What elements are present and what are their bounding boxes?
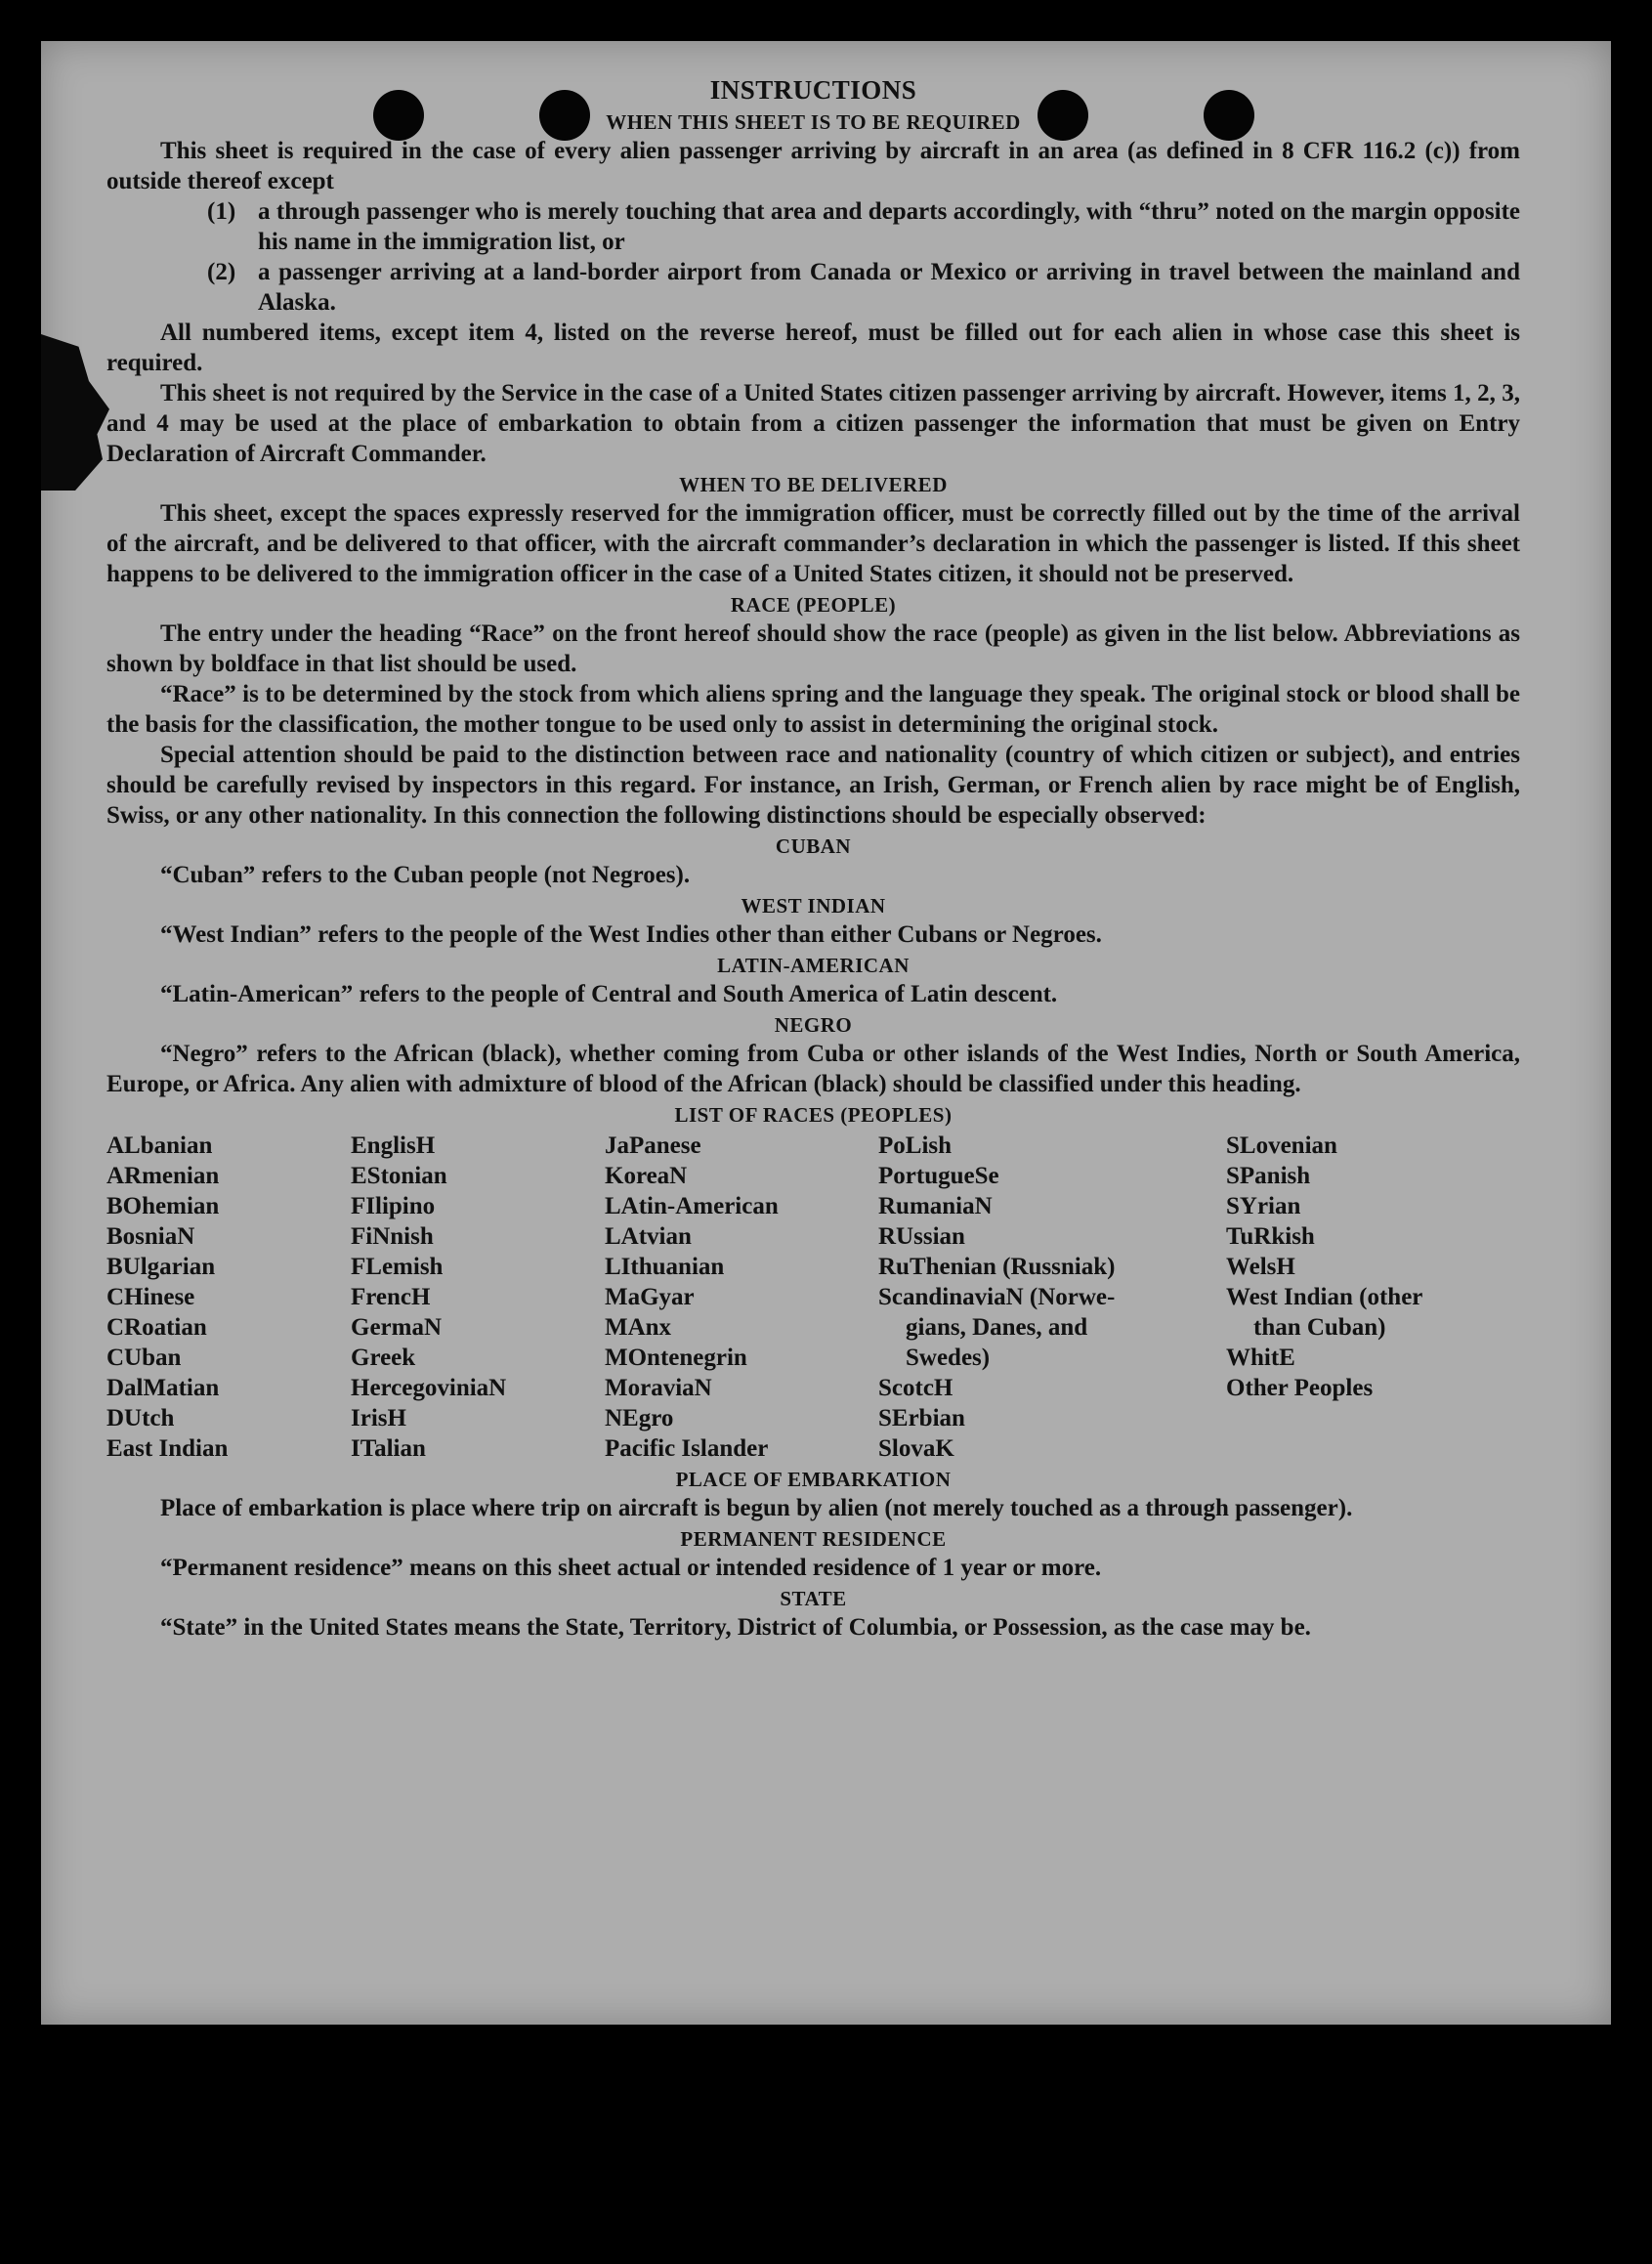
race-entry: SLovenian (1226, 1132, 1337, 1159)
race-entry: EnglisH (351, 1132, 436, 1159)
race-entry: TuRkish (1226, 1223, 1315, 1250)
race-entry: GermaN (351, 1314, 443, 1341)
paragraph: The entry under the heading “Race” on the front hereof should show the race (people) as given in the list below. Abbreviations as shown by boldface in that list should be used. (106, 620, 1520, 677)
race-column (351, 1131, 605, 1464)
item-number: (1) (207, 198, 236, 225)
list-item (106, 196, 1520, 257)
race-entry: ARmenian (106, 1163, 220, 1189)
paragraph: “Latin-American” refers to the people of Central and South America of Latin descent. (160, 981, 1058, 1007)
paragraph: This sheet is not required by the Service in the case of a United States citizen passenger arriving by aircraft. However, items 1, 2, 3, and 4 may be used at the place of embarkation to obtain from a citizen passenger the information that must be given on Entry Declaration of Aircraft Commander. (106, 380, 1520, 467)
page-title: INSTRUCTIONS (709, 75, 917, 105)
race-entry: LAtin-American (605, 1193, 779, 1219)
paragraph: “Permanent residence” means on this sheet actual or intended residence of 1 year or more. (160, 1555, 1102, 1581)
race-entry: SlovaK (878, 1435, 954, 1462)
race-column (605, 1131, 878, 1464)
section-heading-list-of-races: LIST OF RACES (PEOPLES) (674, 1103, 953, 1127)
race-entry: RuThenian (Russniak) (878, 1254, 1116, 1280)
race-entry: LAtvian (605, 1223, 692, 1250)
race-entry: FLemish (351, 1254, 444, 1280)
race-entry: ScandinaviaN (Norwe- (878, 1284, 1116, 1310)
race-column (106, 1131, 351, 1464)
race-entry: KoreaN (605, 1163, 688, 1189)
race-entry: SErbian (878, 1405, 965, 1431)
race-entry: gians, Danes, and (906, 1314, 1088, 1341)
race-entry: DalMatian (106, 1375, 220, 1401)
race-entry: PortugueSe (878, 1163, 999, 1189)
race-entry: SPanish (1226, 1163, 1311, 1189)
race-entry: West Indian (other (1226, 1284, 1423, 1310)
paragraph: “Negro” refers to the African (black), whether coming from Cuba or other islands of the West Indies, North or South America, Europe, or Africa. Any alien with admixture of blood of the African (black) should be classified under this heading. (106, 1041, 1520, 1097)
race-entry: IrisH (351, 1405, 406, 1431)
race-entry: SYrian (1226, 1193, 1301, 1219)
race-entry: Swedes) (906, 1345, 991, 1371)
race-list (106, 1131, 1520, 1464)
item-text: a through passenger who is merely touching that area and departs accordingly, with “thru” noted on the margin opposite his name in the immigration list, or (258, 198, 1520, 255)
item-number: (2) (207, 259, 236, 285)
paragraph: “West Indian” refers to the people of the West Indies other than either Cubans or Negroes. (160, 921, 1102, 948)
race-column (1226, 1131, 1520, 1464)
section-heading-permanent-residence: PERMANENT RESIDENCE (680, 1527, 947, 1551)
race-entry: RumaniaN (878, 1193, 993, 1219)
race-entry: BosniaN (106, 1223, 195, 1250)
section-heading-negro: NEGRO (774, 1013, 853, 1037)
paragraph: This sheet is required in the case of every alien passenger arriving by aircraft in an area (as defined in 8 CFR 116.2 (c)) from outside thereof except (106, 138, 1520, 194)
race-entry: FIlipino (351, 1193, 436, 1219)
race-entry: PoLish (878, 1132, 953, 1159)
section-heading-state: STATE (780, 1587, 847, 1610)
race-entry: HercegoviniaN (351, 1375, 507, 1401)
race-entry: FrencH (351, 1284, 431, 1310)
paragraph: This sheet, except the spaces expressly reserved for the immigration officer, must be correctly filled out by the time of the arrival of the aircraft, and be delivered to that officer, with the aircraft commander’s declaration in which the passenger is listed. If this sheet happens to be delivered to the immigration officer in the case of a United States citizen, it should not be preserved. (106, 500, 1520, 587)
race-entry: MaGyar (605, 1284, 695, 1310)
race-entry: CUban (106, 1345, 182, 1371)
race-entry: Other Peoples (1226, 1375, 1374, 1401)
race-entry: CRoatian (106, 1314, 207, 1341)
race-entry: JaPanese (605, 1132, 701, 1159)
race-entry: RUssian (878, 1223, 965, 1250)
race-entry: MOntenegrin (605, 1345, 747, 1371)
instructions-body (106, 74, 1520, 1643)
item-text: a passenger arriving at a land-border airport from Canada or Mexico or arriving in travel between the mainland and Alaska. (258, 259, 1520, 316)
paragraph: “State” in the United States means the State, Territory, District of Columbia, or Possession, as the case may be. (160, 1614, 1311, 1641)
section-heading-cuban: CUBAN (775, 834, 852, 858)
race-entry: WhitE (1226, 1345, 1295, 1371)
paragraph: “Cuban” refers to the Cuban people (not Negroes). (160, 862, 691, 888)
list-item (106, 257, 1520, 318)
race-entry: East Indian (106, 1435, 229, 1462)
race-entry: than Cuban) (1253, 1314, 1386, 1341)
section-heading-when-required: WHEN THIS SHEET IS TO BE REQUIRED (606, 110, 1021, 134)
race-entry: WelsH (1226, 1254, 1295, 1280)
paragraph: Place of embarkation is place where trip on aircraft is begun by alien (not merely touched as a through passenger). (160, 1495, 1353, 1521)
race-entry: DUtch (106, 1405, 175, 1431)
race-entry: EStonian (351, 1163, 447, 1189)
paragraph: All numbered items, except item 4, listed on the reverse hereof, must be filled out for each alien in whose case this sheet is required. (106, 320, 1520, 376)
paragraph: “Race” is to be determined by the stock from which aliens spring and the language they speak. The original stock or blood shall be the basis for the classification, the mother tongue to be used only to assist in determining the original stock. (106, 681, 1520, 738)
race-entry: LIthuanian (605, 1254, 725, 1280)
race-entry: MoraviaN (605, 1375, 712, 1401)
section-heading-west-indian: WEST INDIAN (741, 894, 886, 918)
race-entry: BUlgarian (106, 1254, 216, 1280)
torn-edge (41, 334, 109, 491)
section-heading-when-delivered: WHEN TO BE DELIVERED (679, 473, 948, 496)
race-entry: ALbanian (106, 1132, 213, 1159)
race-entry: CHinese (106, 1284, 195, 1310)
section-heading-race: RACE (PEOPLE) (730, 593, 897, 617)
race-entry: ScotcH (878, 1375, 953, 1401)
race-column (878, 1131, 1226, 1464)
race-entry: Greek (351, 1345, 416, 1371)
section-heading-latin-american: LATIN-AMERICAN (717, 954, 910, 977)
paragraph: Special attention should be paid to the distinction between race and nationality (country of which citizen or subject), and entries should be carefully revised by inspectors in this regard. For instance, an Irish, German, or French alien by race might be of English, Swiss, or any other nationality. In this connection the following distinctions should be especially observed: (106, 742, 1520, 829)
race-entry: MAnx (605, 1314, 672, 1341)
race-entry: NEgro (605, 1405, 674, 1431)
race-entry: ITalian (351, 1435, 426, 1462)
race-entry: BOhemian (106, 1193, 220, 1219)
race-entry: Pacific Islander (605, 1435, 769, 1462)
race-entry: FiNnish (351, 1223, 434, 1250)
section-heading-place-of-embarkation: PLACE OF EMBARKATION (675, 1468, 952, 1491)
